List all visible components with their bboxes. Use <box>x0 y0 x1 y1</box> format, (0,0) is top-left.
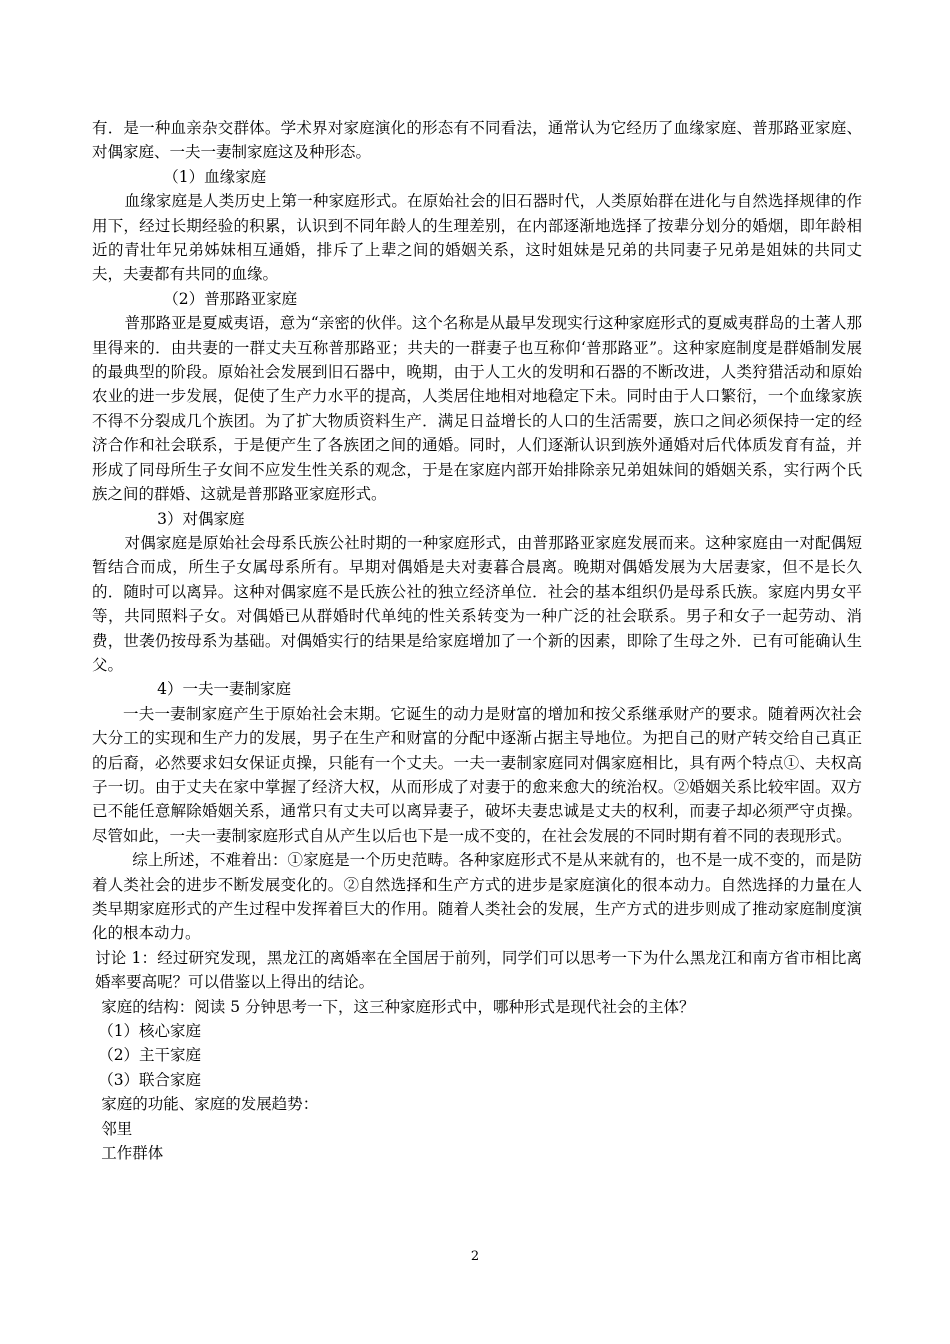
punaluan-family-paragraph: 普那路亚是夏威夷语，意为“亲密的伙伴。这个名称是从最早发现实行这种家庭形式的夏威夷群岛的土著人那里得来的．由共妻的一群丈夫互称普那路亚；共夫的一群妻子也互称仰‘普那路亚”。这种家庭制度是群婚制发展的最典型的阶段。原始社会发展到旧石器中，晚期，由于人工火的发明和石器的不断改进，人类狩猎活动和原始农业的进一步发展，促使了生产力水平的提高，人类居住地相对地稳定下未。同时由于人口繁衍，一个血缘家族不得不分裂成几个族团。为了扩大物质资料生产．满足日益增长的人口的生活需要，族口之间必须保持一定的经济合作和社会联系，于是便产生了各族团之间的通婚。同时，人们逐渐认识到族外通婚对后代体质发育有益，并形成了同母所生子女间不应发生性关系的观念，于是在家庭内部开始排除亲兄弟姐妹间的婚姻关系，实行两个氏族之间的群婚、这就是普那路亚家庭形式。 <box>92 314 862 504</box>
heading-pairing-family: 3）对偶家庭 <box>157 509 245 528</box>
work-group-line: 工作群体 <box>101 1144 164 1163</box>
summary-paragraph: 综上所述，不难着出：①家庭是一个历史范畴。各种家庭形式不是从来就有的，也不是一成不变的，而是防着人类社会的进步不断发展变化的。②自然选择和生产方式的进步是家庭演化的很本动力。自然选择的力量在人类早期家庭形式的产生过程中发挥着巨大的作用。随着人类社会的发展，生产方式的进步则成了推动家庭制度演化的根本动力。 <box>92 851 862 943</box>
family-structure-line: 家庭的结构：阅读 5 分钟思考一下，这三种家庭形式中，哪种形式是现代社会的主体？ <box>101 997 695 1016</box>
blood-family-paragraph: 血缘家庭是人类历史上第一种家庭形式。在原始社会的旧石器时代，人类原始群在进化与自然选择规律的作用下，经过长期经验的积累，认识到不同年龄人的生理差别，在内部逐渐地选择了按辈分划分的婚烟，即年龄相近的青壮年兄弟姊妹相互通婚，排斥了上辈之间的婚姻关系，这时姐妹是兄弟的共同妻子兄弟是姐妹的共同丈夫，夫妻都有共同的血缘。 <box>92 192 862 284</box>
list-item-joint-family: （3）联合家庭 <box>98 1070 202 1089</box>
page-number: 2 <box>470 1249 480 1264</box>
neighborhood-line: 邻里 <box>101 1119 133 1138</box>
heading-monogamous-family: 4）一夫一妻制家庭 <box>157 680 291 699</box>
document-body <box>92 116 862 1165</box>
intro-paragraph: 有．是一种血亲杂交群体。学术界对家庭演化的形态有不同看法，通常认为它经历了血缘家庭、普那路亚家庭、对偶家庭、一夫一妻制家庭这及种形态。 <box>92 119 862 162</box>
heading-punaluan-family: （2）普那路亚家庭 <box>163 289 298 308</box>
family-function-line: 家庭的功能、家庭的发展趋势： <box>101 1095 319 1114</box>
monogamous-family-paragraph: 一夫一妻制家庭产生于原始社会末期。它诞生的动力是财富的增加和按父系继承财产的要求。随着两次社会大分工的实现和生产力的发展，男子在生产和财富的分配中逐渐占据主导地位。为把自己的财产转交给自己真正的后裔，必然要求妇女保证贞操，只能有一个丈夫。一夫一妻制家庭同对偶家庭相比，具有两个特点①、夫权高子一切。由于丈夫在家中掌握了经济大权，从而形成了对妻于的愈来愈大的统治权。②婚姻关系比较牢固。双方已不能任意解除婚姻关系，通常只有丈夫可以离异妻子，破坏夫妻忠诚是丈夫的权利，而妻子却必须严守贞操。尽管如此，一夫一妻制家庭形式自从产生以后也下是一成不变的，在社会发展的不同时期有着不同的表现形式。 <box>92 704 862 845</box>
discussion-paragraph: 讨论 1：经过研究发现，黑龙江的离婚率在全国居于前列，同学们可以思考一下为什么黑龙江和南方省市相比离婚率要高呢？可以借鉴以上得出的结论。 <box>95 948 862 992</box>
pairing-family-paragraph: 对偶家庭是原始社会母系氏族公社时期的一种家庭形式，由普那路亚家庭发展而来。这种家庭由一对配偶短暂结合而成，所生子女属母系所有。早期对偶婚是夫对妻暮合晨离。晚期对偶婚发展为大居妻家，但不是长久的．随时可以离异。这种对偶家庭不是氏族公社的独立经济单位．社会的基本组织仍是母系氏族。家庭内男女平等，共同照料子女。对偶婚已从群婚时代单纯的性关系转变为一种广泛的社会联系。男子和女子一起劳动、消费，世袭仍按母系为基础。对偶婚实行的结果是给家庭增加了一个新的因素，即除了生母之外．已有可能确认生父。 <box>92 533 862 674</box>
list-item-nuclear-family: （1）核心家庭 <box>98 1022 202 1041</box>
list-item-stem-family: （2）主干家庭 <box>98 1046 202 1065</box>
heading-blood-family: （1）血缘家庭 <box>163 167 267 186</box>
